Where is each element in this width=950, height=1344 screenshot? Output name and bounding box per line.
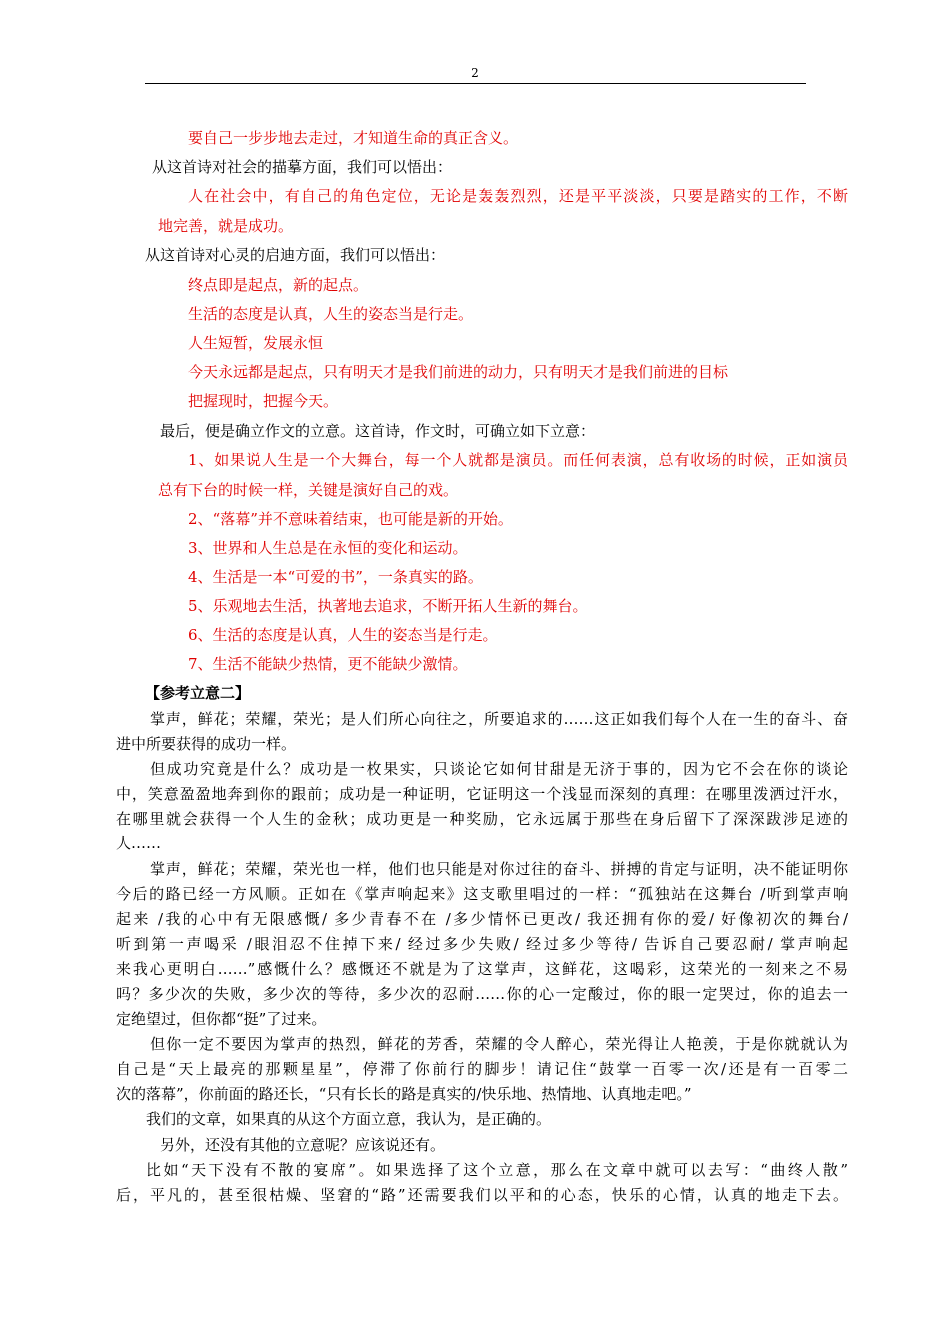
text-line: 2、“落幕”并不意味着结束，也可能是新的开始。	[188, 510, 513, 528]
text-line: 从这首诗对心灵的启迪方面，我们可以悟出：	[145, 246, 446, 264]
text-line: 但你一定不要因为掌声的热烈，鲜花的芳香，荣耀的令人醉心，荣光得让人艳羡，于是你就就认为	[150, 1035, 848, 1053]
text-line: 把握现时，把握今天。	[188, 392, 339, 410]
text-line: 在哪里就会获得一个人生的金秋；成功更是一种奖励，它永远属于那些在身后留下了深深跋涉足迹的	[116, 810, 848, 828]
text-line: 今天永远都是起点，只有明天才是我们前进的动力，只有明天才是我们前进的目标	[188, 363, 729, 381]
text-line: 次的落幕”，你前面的路还长，“只有长长的路是真实的/快乐地、热情地、认真地走吧。”	[116, 1085, 692, 1103]
section-heading: 【参考立意二】	[145, 684, 251, 702]
text-line: 比如“天下没有不散的宴席”。如果选择了这个立意，那么在文章中就可以去写：“曲终人散”	[146, 1161, 848, 1179]
header-rule	[145, 83, 806, 84]
text-line: 中，笑意盈盈地奔到你的跟前；成功是一种证明，它证明这一个浅显而深刻的真理：在哪里泼洒过汗水，	[116, 785, 848, 803]
text-line: 后，平凡的，甚至很枯燥、坚窘的“路”还需要我们以平和的心态，快乐的心情，认真的地走下去。	[116, 1186, 848, 1204]
text-line: 进中所要获得的成功一样。	[116, 735, 297, 753]
text-line: 我们的文章，如果真的从这个方面立意，我认为，是正确的。	[146, 1110, 552, 1128]
text-line: 1、如果说人生是一个大舞台，每一个人就都是演员。而任何表演，总有收场的时候，正如演员	[188, 451, 848, 469]
text-line: 定绝望过，但你都“挺”了过来。	[116, 1010, 327, 1028]
text-line: 6、生活的态度是认真，人生的姿态当是行走。	[188, 626, 498, 644]
text-line: 地完善，就是成功。	[158, 217, 294, 235]
text-line: 今后的路已经一方风顺。正如在《掌声响起来》这支歌里唱过的一样：“孤独站在这舞台 /听到掌声响	[116, 885, 848, 903]
text-line: 总有下台的时候一样，关键是演好自己的戏。	[158, 481, 459, 499]
text-line: 终点即是起点，新的起点。	[188, 276, 369, 294]
text-line: 自己是“天上最亮的那颗星星”，停滞了你前行的脚步！请记住“鼓掌一百零一次/还是有一百零二	[116, 1060, 848, 1078]
text-line: 最后，便是确立作文的立意。这首诗，作文时，可确立如下立意：	[160, 422, 596, 440]
text-line: 人……	[116, 834, 162, 852]
text-line: 要自己一步步地去走过，才知道生命的真正含义。	[188, 129, 519, 147]
text-line: 人在社会中，有自己的角色定位，无论是轰轰烈烈，还是平平淡淡，只要是踏实的工作，不断	[188, 187, 848, 205]
text-line: 人生短暂，发展永恒	[188, 334, 324, 352]
text-line: 但成功究竟是什么？成功是一枚果实，只谈论它如何甘甜是无济于事的，因为它不会在你的谈论	[150, 760, 848, 778]
text-line: 从这首诗对社会的描摹方面，我们可以悟出：	[152, 158, 453, 176]
text-line: 掌声，鲜花；荣耀，荣光；是人们所心向往之，所要追求的……这正如我们每个人在一生的奋斗、奋	[150, 710, 848, 728]
text-line: 听到第一声喝采 /眼泪忍不住掉下来/ 经过多少失败/ 经过多少等待/ 告诉自己要忍耐/ 掌声响起	[116, 935, 848, 953]
text-line: 来我心更明白……”感慨什么？感慨还不就是为了这掌声，这鲜花，这喝彩，这荣光的一刻来之不易	[116, 960, 848, 978]
text-line: 另外，还没有其他的立意呢？应该说还有。	[160, 1136, 446, 1154]
text-line: 3、世界和人生总是在永恒的变化和运动。	[188, 539, 468, 557]
page-number: 2	[471, 66, 479, 80]
text-line: 掌声，鲜花；荣耀，荣光也一样，他们也只能是对你过往的奋斗、拼搏的肯定与证明，决不能证明你	[150, 860, 848, 878]
text-line: 7、生活不能缺少热情，更不能缺少激情。	[188, 655, 468, 673]
text-line: 4、生活是一本“可爱的书”，一条真实的路。	[188, 568, 483, 586]
text-line: 起来 /我的心中有无限感慨/ 多少青春不在 /多少情怀已更改/ 我还拥有你的爱/ 好像初次的舞台/	[116, 910, 848, 928]
text-line: 生活的态度是认真，人生的姿态当是行走。	[188, 305, 474, 323]
text-line: 5、乐观地去生活，执著地去追求，不断开拓人生新的舞台。	[188, 597, 588, 615]
text-line: 吗？多少次的失败，多少次的等待，多少次的忍耐……你的心一定酸过，你的眼一定哭过，你的追去一	[116, 985, 848, 1003]
